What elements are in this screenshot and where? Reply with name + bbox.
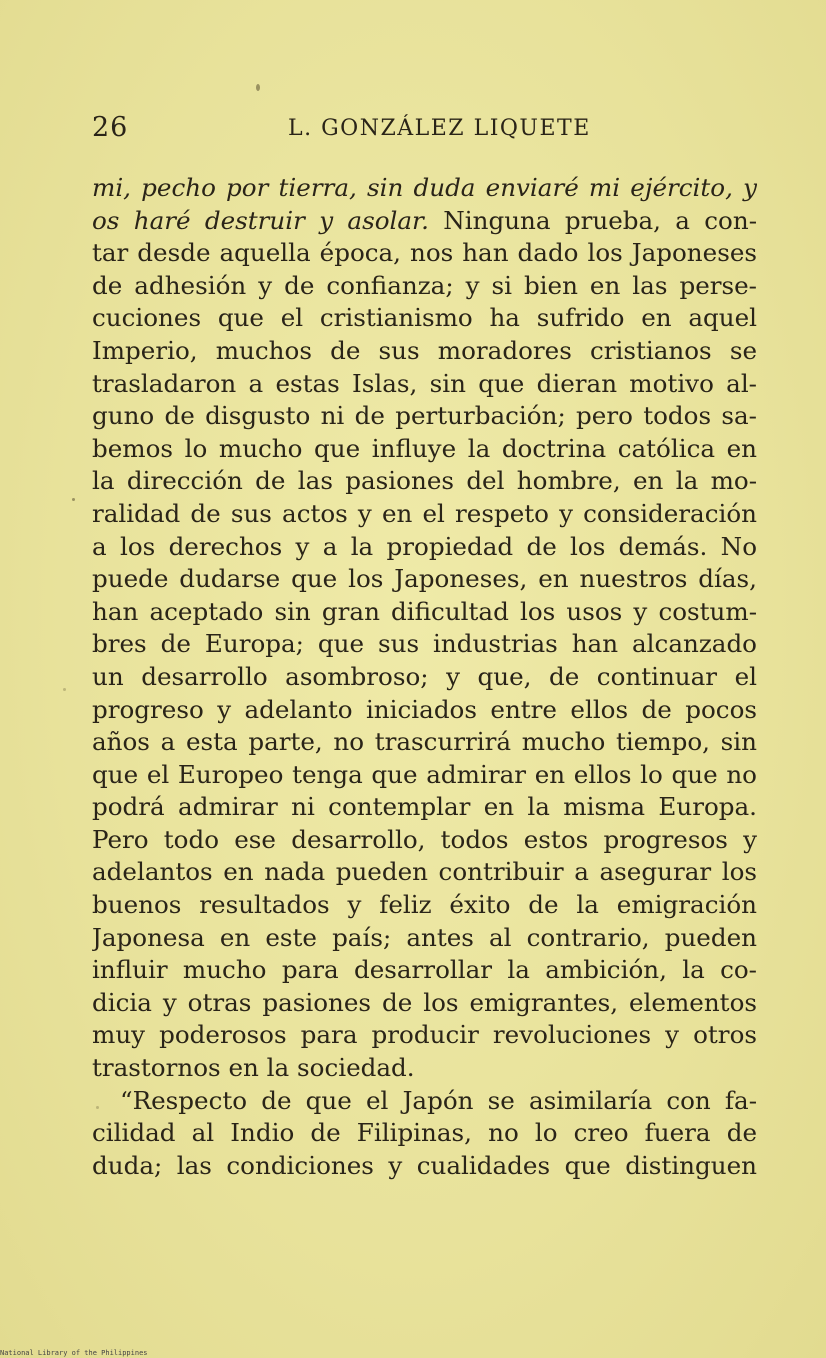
text-segment: adelantos en nada pueden contribuir a asegurar los bbox=[92, 857, 757, 887]
text-line bbox=[92, 205, 757, 238]
text-line bbox=[92, 1085, 757, 1118]
text-segment: trastornos en la sociedad. bbox=[92, 1053, 415, 1083]
page-header bbox=[92, 112, 752, 148]
text-segment: bres de Europa; que sus industrias han alcanzado bbox=[92, 629, 757, 659]
text-segment: progreso y adelanto iniciados entre ellos de pocos bbox=[92, 694, 757, 724]
text-line bbox=[92, 1150, 757, 1183]
ink-speck bbox=[96, 1106, 99, 1109]
text-line bbox=[92, 368, 757, 401]
body-text bbox=[92, 172, 757, 1182]
text-segment: han aceptado sin gran dificultad los usos y costum- bbox=[92, 596, 757, 626]
text-line bbox=[92, 889, 757, 922]
running-head: L. GONZÁLEZ LIQUETE bbox=[288, 116, 591, 141]
text-line bbox=[92, 172, 757, 205]
text-line bbox=[92, 791, 757, 824]
text-line bbox=[92, 856, 757, 889]
text-segment: tar desde aquella época, nos han dado los Japoneses bbox=[92, 238, 757, 268]
text-line bbox=[92, 922, 757, 955]
text-line bbox=[92, 726, 757, 759]
text-segment: dicia y otras pasiones de los emigrantes, elementos bbox=[92, 987, 757, 1017]
text-line bbox=[92, 824, 757, 857]
text-line bbox=[92, 270, 757, 303]
ink-speck bbox=[72, 498, 75, 501]
italic-text-segment: mi, pecho por tierra, sin duda enviaré mi ejército, y bbox=[92, 173, 757, 202]
text-line bbox=[92, 596, 757, 629]
ink-speck bbox=[256, 84, 260, 91]
text-segment: cilidad al Indio de Filipinas, no lo creo fuera de bbox=[92, 1118, 757, 1148]
text-segment: guno de disgusto ni de perturbación; pero todos sa- bbox=[92, 401, 757, 431]
ink-speck bbox=[63, 688, 66, 691]
text-segment: muy poderosos para producir revoluciones y otros bbox=[92, 1020, 757, 1050]
text-segment: Ninguna prueba, a con- bbox=[428, 205, 757, 235]
text-segment: de adhesión y de confianza; y si bien en las perse- bbox=[92, 270, 757, 300]
text-segment: influir mucho para desarrollar la ambición, la co- bbox=[92, 955, 757, 985]
page-number: 26 bbox=[92, 112, 129, 143]
text-segment: buenos resultados y feliz éxito de la emigración bbox=[92, 890, 757, 920]
text-segment: duda; las condiciones y cualidades que distinguen bbox=[92, 1150, 757, 1180]
text-line bbox=[92, 237, 757, 270]
italic-text-segment: os haré destruir y asolar. bbox=[92, 205, 429, 235]
text-line bbox=[92, 759, 757, 792]
text-line bbox=[92, 1117, 757, 1150]
text-line bbox=[92, 563, 757, 596]
text-line bbox=[92, 400, 757, 433]
text-line bbox=[92, 661, 757, 694]
text-segment: un desarrollo asombroso; y que, de continuar el bbox=[92, 661, 757, 691]
text-line bbox=[92, 302, 757, 335]
text-line bbox=[92, 987, 757, 1020]
text-segment: puede dudarse que los Japoneses, en nuestros días, bbox=[92, 564, 757, 594]
text-segment: Japonesa en este país; antes al contrario, pueden bbox=[92, 922, 757, 952]
source-watermark: National Library of the Philippines bbox=[0, 1349, 148, 1357]
text-segment: que el Europeo tenga que admirar en ellos lo que no bbox=[92, 759, 757, 789]
text-segment: “Respecto de que el Japón se asimilaría con fa- bbox=[120, 1085, 757, 1115]
text-line bbox=[92, 335, 757, 368]
text-line bbox=[92, 531, 757, 564]
text-line bbox=[92, 1052, 757, 1085]
text-segment: la dirección de las pasiones del hombre, en la mo- bbox=[92, 466, 757, 496]
text-segment: podrá admirar ni contemplar en la misma Europa. bbox=[92, 792, 757, 822]
text-segment: ralidad de sus actos y en el respeto y consideración bbox=[92, 498, 757, 528]
text-line bbox=[92, 628, 757, 661]
text-line bbox=[92, 694, 757, 727]
text-line bbox=[92, 954, 757, 987]
text-segment: años a esta parte, no trascurrirá mucho tiempo, sin bbox=[92, 727, 757, 757]
text-segment: bemos lo mucho que influye la doctrina católica en bbox=[92, 433, 757, 463]
text-line bbox=[92, 1019, 757, 1052]
text-line bbox=[92, 465, 757, 498]
text-line bbox=[92, 433, 757, 466]
text-segment: cuciones que el cristianismo ha sufrido en aquel bbox=[92, 303, 757, 333]
text-segment: trasladaron a estas Islas, sin que dieran motivo al- bbox=[92, 368, 757, 398]
text-segment: Pero todo ese desarrollo, todos estos progresos y bbox=[92, 824, 757, 854]
text-segment: Imperio, muchos de sus moradores cristianos se bbox=[92, 335, 757, 365]
text-segment: a los derechos y a la propiedad de los demás. No bbox=[92, 531, 757, 561]
text-line bbox=[92, 498, 757, 531]
